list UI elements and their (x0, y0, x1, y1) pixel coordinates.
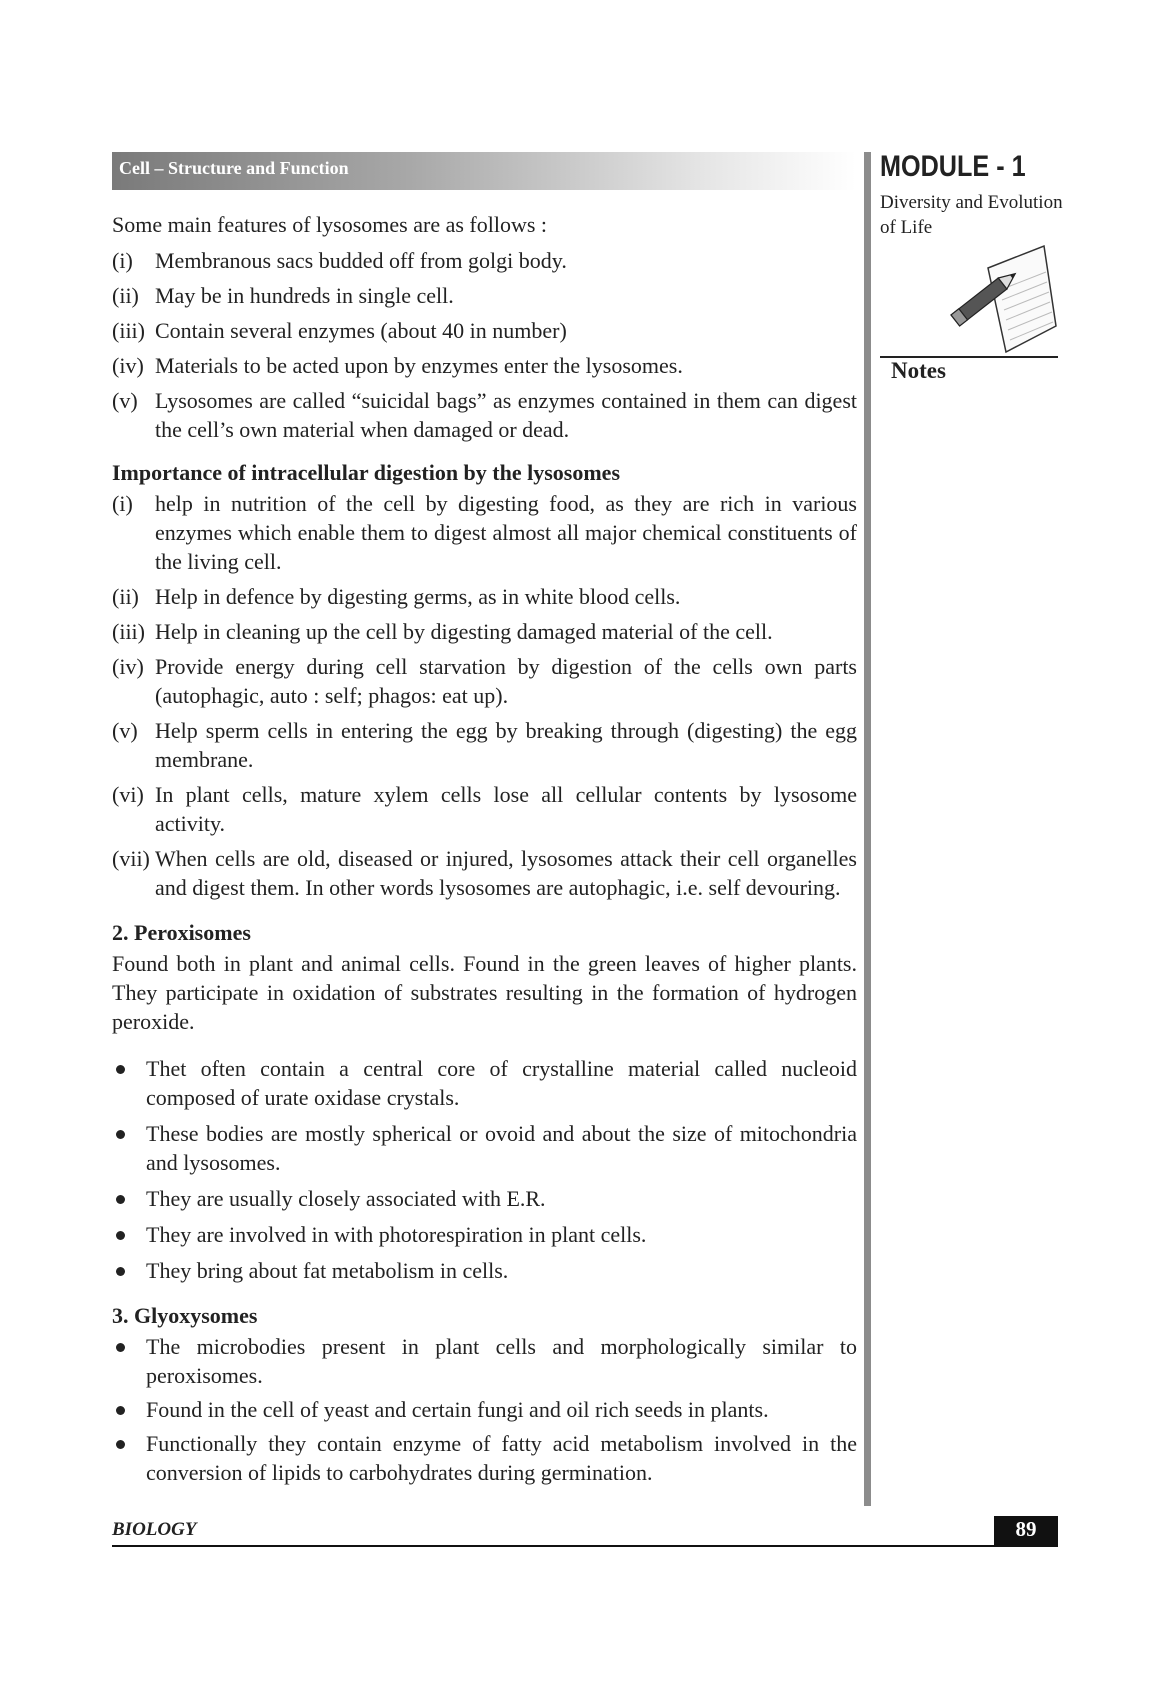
importance-heading: Importance of intracellular digestion by the lysosomes (112, 460, 621, 485)
list-item: (i) help in nutrition of the cell by digesting food, as they are rich in various enzymes which enable them to digest almost all major chemical constituents of the living cell. (112, 491, 857, 574)
notes-pencil-icon (948, 244, 1060, 367)
list-item: (vi) In plant cells, mature xylem cells lose all cellular contents by lysosome activity. (112, 782, 857, 836)
importance-list (112, 489, 857, 902)
module-title: MODULE - 1 (880, 150, 1026, 183)
list-item: (v) Lysosomes are called “suicidal bags” as enzymes contained in them can digest the cell’s own material when damaged or dead. (112, 388, 857, 442)
module-subtitle: Diversity and Evolution of Life (880, 192, 1063, 238)
glyoxysomes-bullets (112, 1332, 857, 1487)
list-item: They bring about fat metabolism in cells. (112, 1256, 857, 1285)
page-number: 89 (994, 1516, 1058, 1546)
list-item: They are involved in with photorespiration in plant cells. (112, 1220, 857, 1249)
list-item: (i) Membranous sacs budded off from golgi body. (112, 248, 567, 273)
list-item: (ii) May be in hundreds in single cell. (112, 283, 454, 308)
list-item: (v) Help sperm cells in entering the egg by breaking through (digesting) the egg membrane. (112, 718, 857, 772)
lysosome-features-list (112, 246, 857, 444)
main-content (112, 210, 857, 1487)
chapter-title: Cell – Structure and Function (119, 158, 349, 178)
peroxisomes-heading: 2. Peroxisomes (112, 920, 251, 945)
list-item: (iv) Provide energy during cell starvation by digestion of the cells own parts (autophagic, auto : self; phagos: eat up). (112, 654, 857, 708)
list-item: These bodies are mostly spherical or ovoid and about the size of mitochondria and lysosomes. (112, 1119, 857, 1177)
list-item: They are usually closely associated with E.R. (112, 1184, 857, 1213)
footer-subject: BIOLOGY (112, 1519, 197, 1540)
list-item: Thet often contain a central core of crystalline material called nucleoid composed of urate oxidase crystals. (112, 1054, 857, 1112)
list-item: (iii) Help in cleaning up the cell by digesting damaged material of the cell. (112, 619, 773, 644)
margin-divider (864, 152, 871, 1506)
chapter-header-bar (112, 152, 856, 190)
list-item: (iv) Materials to be acted upon by enzymes enter the lysosomes. (112, 353, 683, 378)
glyoxysomes-heading: 3. Glyoxysomes (112, 1303, 258, 1328)
peroxisomes-intro: Found both in plant and animal cells. Found in the green leaves of higher plants. They participate in oxidation of substrates resulting in the formation of hydrogen peroxide. (112, 951, 857, 1034)
notes-label: Notes (891, 358, 946, 383)
list-item: (iii) Contain several enzymes (about 40 in number) (112, 318, 567, 343)
list-item: Functionally they contain enzyme of fatty acid metabolism involved in the conversion of lipids to carbohydrates during germination. (112, 1429, 857, 1487)
list-item: The microbodies present in plant cells and morphologically similar to peroxisomes. (112, 1332, 857, 1390)
peroxisomes-bullets (112, 1054, 857, 1285)
list-item: (ii) Help in defence by digesting germs, as in white blood cells. (112, 584, 681, 609)
list-item: Found in the cell of yeast and certain fungi and oil rich seeds in plants. (112, 1395, 857, 1424)
footer-rule (112, 1545, 1058, 1547)
lysosome-intro: Some main features of lysosomes are as follows : (112, 212, 548, 237)
list-item: (vii) When cells are old, diseased or injured, lysosomes attack their cell organelles and digest them. In other words lysosomes are autophagic, i.e. self devouring. (112, 846, 857, 900)
